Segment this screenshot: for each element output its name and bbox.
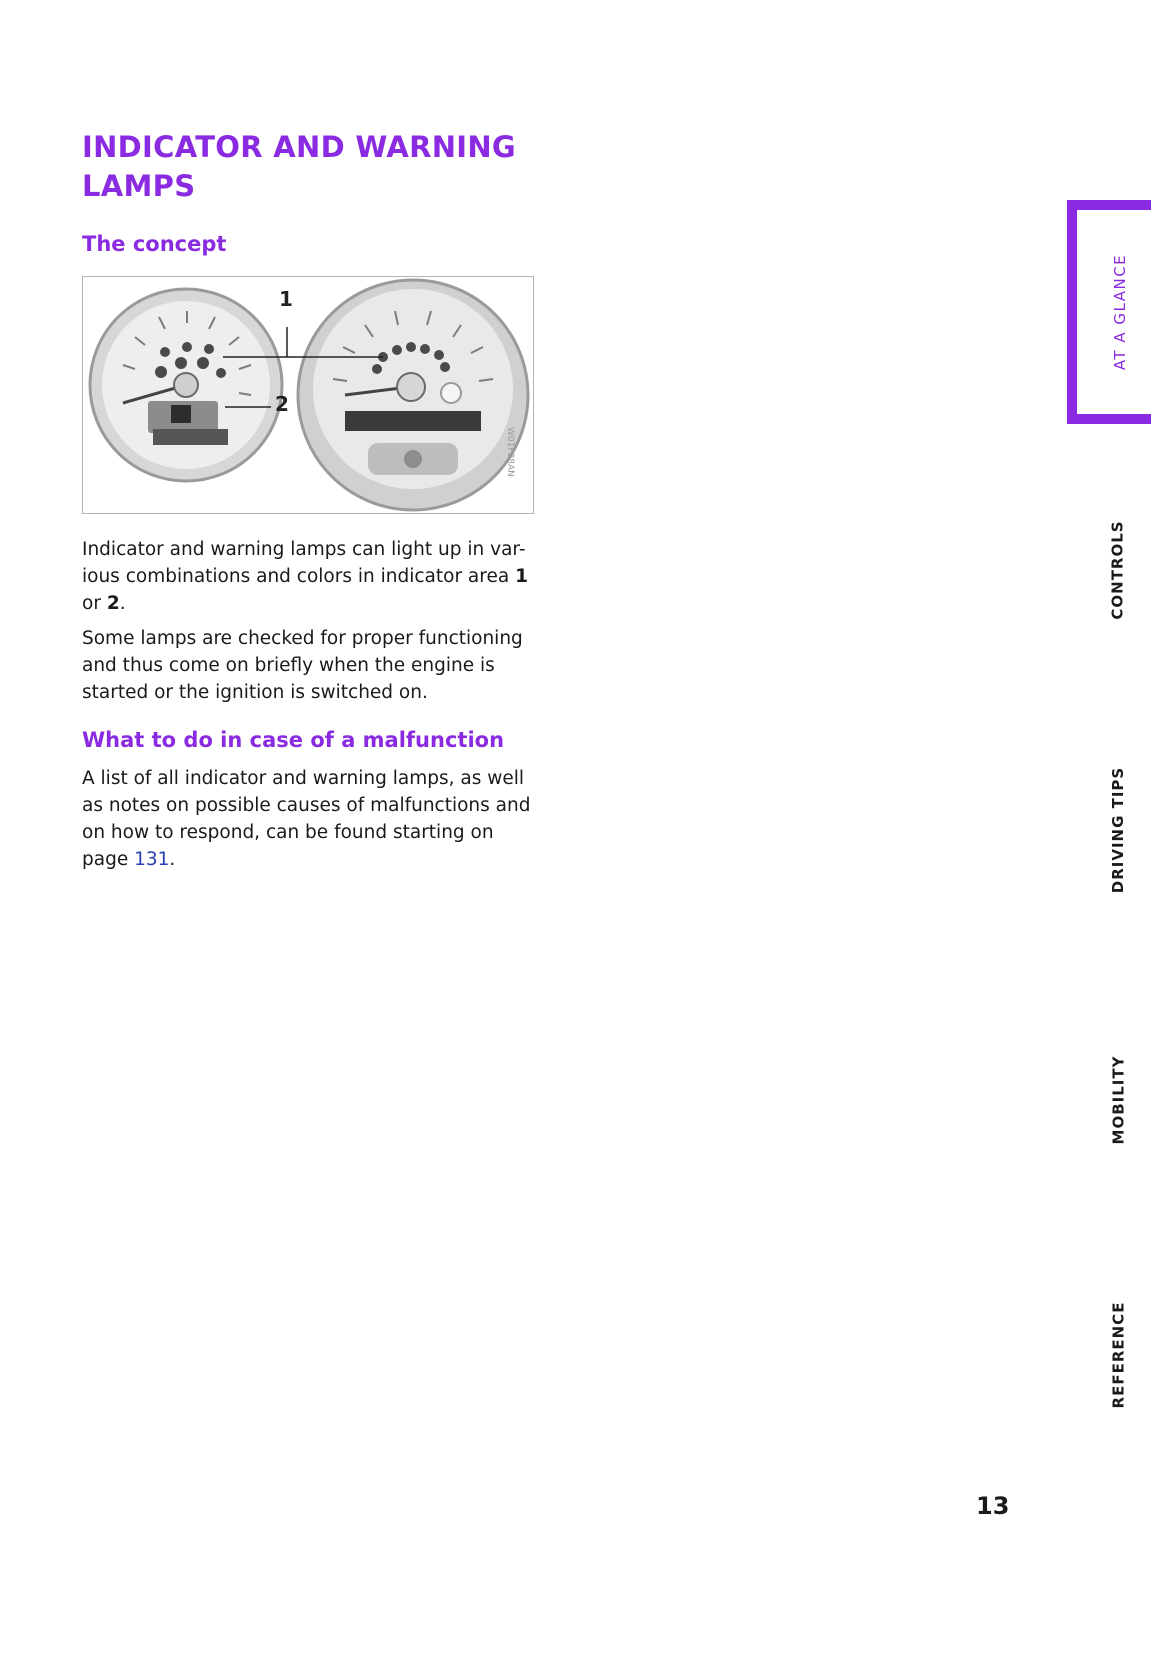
callout-2-label: 2	[275, 392, 289, 416]
tab-driving-tips[interactable]	[1098, 760, 1138, 900]
instrument-cluster-illustration	[83, 277, 535, 515]
malfunction-paragraph	[82, 765, 537, 873]
malfunction-heading: What to do in case of a malfunction	[82, 728, 505, 752]
malfunction-prefix: A list of all indicator and warning lamps, as well as notes on possible causes of malfunctions and on how to respond, can be found starting on page	[82, 768, 531, 870]
concept-body	[82, 536, 537, 714]
para1-suffix: .	[119, 593, 126, 614]
tab-controls-label: CONTROLS	[1109, 520, 1127, 620]
tab-at-a-glance[interactable]	[1100, 200, 1140, 424]
para1-prefix: Indicator and warning lamps can light up in var-ious combinations and colors in indicator area	[82, 539, 526, 587]
instrument-cluster-figure	[82, 276, 534, 514]
malfunction-suffix: .	[169, 849, 176, 870]
figure-code: W01F08AN	[505, 427, 515, 477]
tab-mobility[interactable]	[1098, 1030, 1138, 1170]
page-number: 13	[976, 1492, 1010, 1520]
tab-controls[interactable]	[1098, 500, 1138, 640]
tab-driving-tips-label: DRIVING TIPS	[1109, 766, 1128, 894]
area-1-ref: 1	[515, 566, 528, 587]
callout-1-label: 1	[279, 287, 293, 311]
concept-paragraph-2: Some lamps are checked for proper functioning and thus come on briefly when the engine is started or the ignition is switched on.	[82, 628, 523, 703]
para1-mid: or	[82, 593, 107, 614]
page-131-link[interactable]: 131	[134, 849, 170, 870]
tab-reference[interactable]	[1098, 1285, 1138, 1425]
concept-paragraph-1	[82, 536, 537, 617]
tab-reference-label: REFERENCE	[1109, 1301, 1127, 1409]
concept-heading: The concept	[82, 232, 227, 256]
area-2-ref: 2	[106, 593, 120, 614]
page-title: INDICATOR AND WARNING LAMPS	[82, 130, 517, 203]
tab-at-a-glance-label: AT A GLANCE	[1111, 253, 1130, 371]
tab-mobility-label: MOBILITY	[1109, 1055, 1127, 1145]
malfunction-body	[82, 765, 537, 881]
